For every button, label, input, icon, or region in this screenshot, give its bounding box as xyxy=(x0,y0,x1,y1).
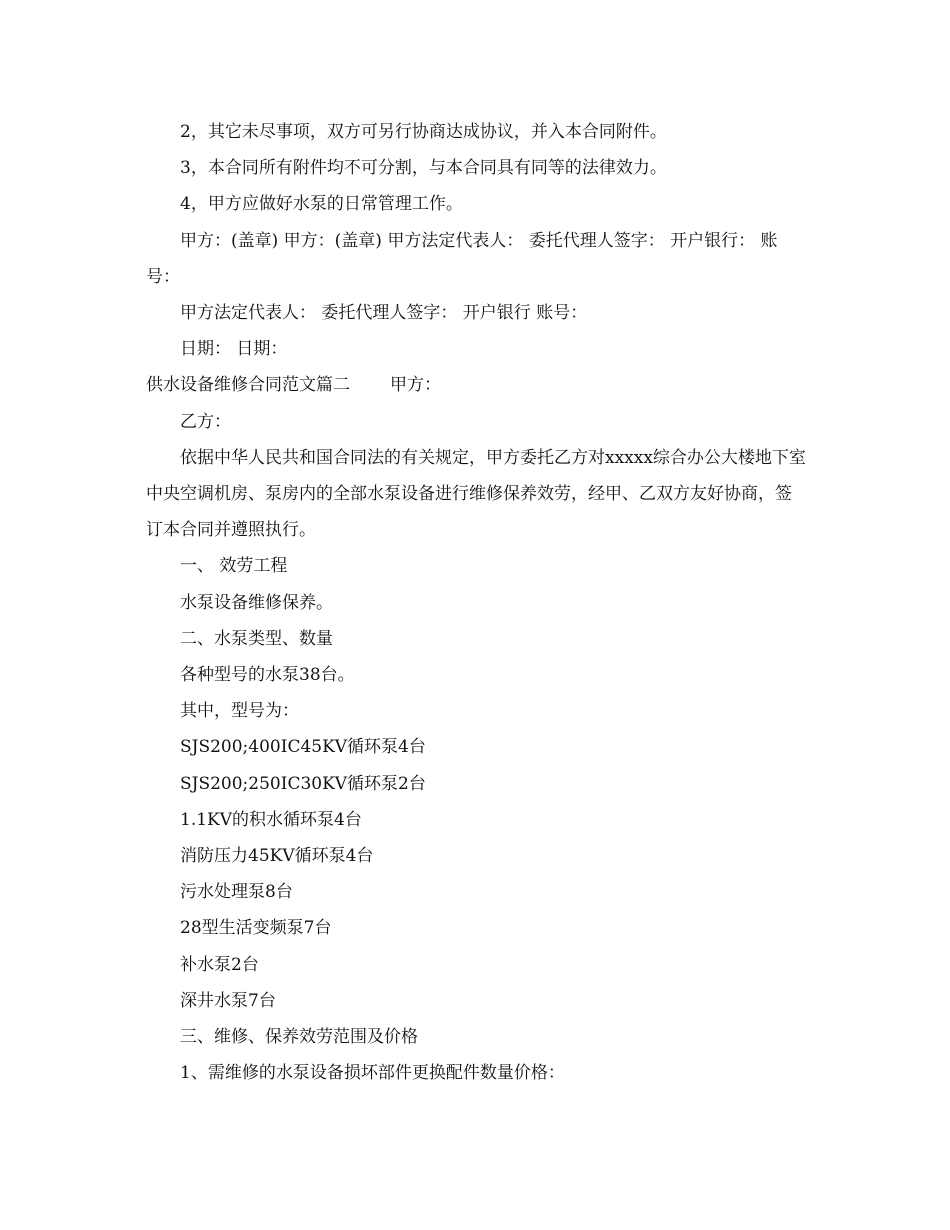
paragraph: 依据中华人民共和国合同法的有关规定，甲方委托乙方对xxxxx综合办公大楼地下室中央空调机房、泵房内的全部水泵设备进行维修保养效劳，经甲、乙双方友好协商，签订本合同并遵照执行。 xyxy=(146,447,806,541)
list-item: 补水泵2台 xyxy=(180,954,259,975)
paragraph: 乙方： xyxy=(180,411,231,432)
list-item: 消防压力45KV循环泵4台 xyxy=(180,846,374,867)
paragraph: 各种型号的水泵38台。 xyxy=(180,665,355,686)
signature-block-paragraph: 甲方法定代表人： 委托代理人签字： 开户银行 账号： xyxy=(180,303,588,324)
date-line: 日期： 日期： xyxy=(180,339,288,360)
section-title-party: 甲方： xyxy=(390,375,441,396)
list-item: 28型生活变频泵7台 xyxy=(180,918,332,939)
section-title-text: 供水设备维修合同范文篇二 xyxy=(146,375,350,396)
section-heading: 一、 效劳工程 xyxy=(180,556,288,577)
paragraph: 3，本合同所有附件均不可分割，与本合同具有同等的法律效力。 xyxy=(180,158,667,179)
section-heading: 三、维修、保养效劳范围及价格 xyxy=(180,1027,418,1048)
paragraph: 水泵设备维修保养。 xyxy=(180,592,333,613)
paragraph: 1、需维修的水泵设备损坏部件更换配件数量价格： xyxy=(180,1063,565,1084)
section-heading: 二、水泵类型、数量 xyxy=(180,628,333,649)
list-item: SJS200;400IC45KV循环泵4台 xyxy=(180,737,426,758)
list-item: SJS200;250IC30KV循环泵2台 xyxy=(180,773,426,794)
signature-block-paragraph: 甲方：(盖章) 甲方：(盖章) 甲方法定代表人： 委托代理人签字： 开户银行： 账号： xyxy=(146,230,778,287)
section-title xyxy=(146,367,806,403)
paragraph: 其中，型号为： xyxy=(180,701,299,722)
document-body xyxy=(146,114,806,1091)
paragraph: 2，其它未尽事项，双方可另行协商达成协议，并入本合同附件。 xyxy=(180,122,667,142)
list-item: 1.1KV的积水循环泵4台 xyxy=(180,809,362,830)
list-item: 污水处理泵8台 xyxy=(180,882,293,903)
paragraph: 4，甲方应做好水泵的日常管理工作。 xyxy=(180,194,463,215)
list-item: 深井水泵7台 xyxy=(180,990,276,1011)
